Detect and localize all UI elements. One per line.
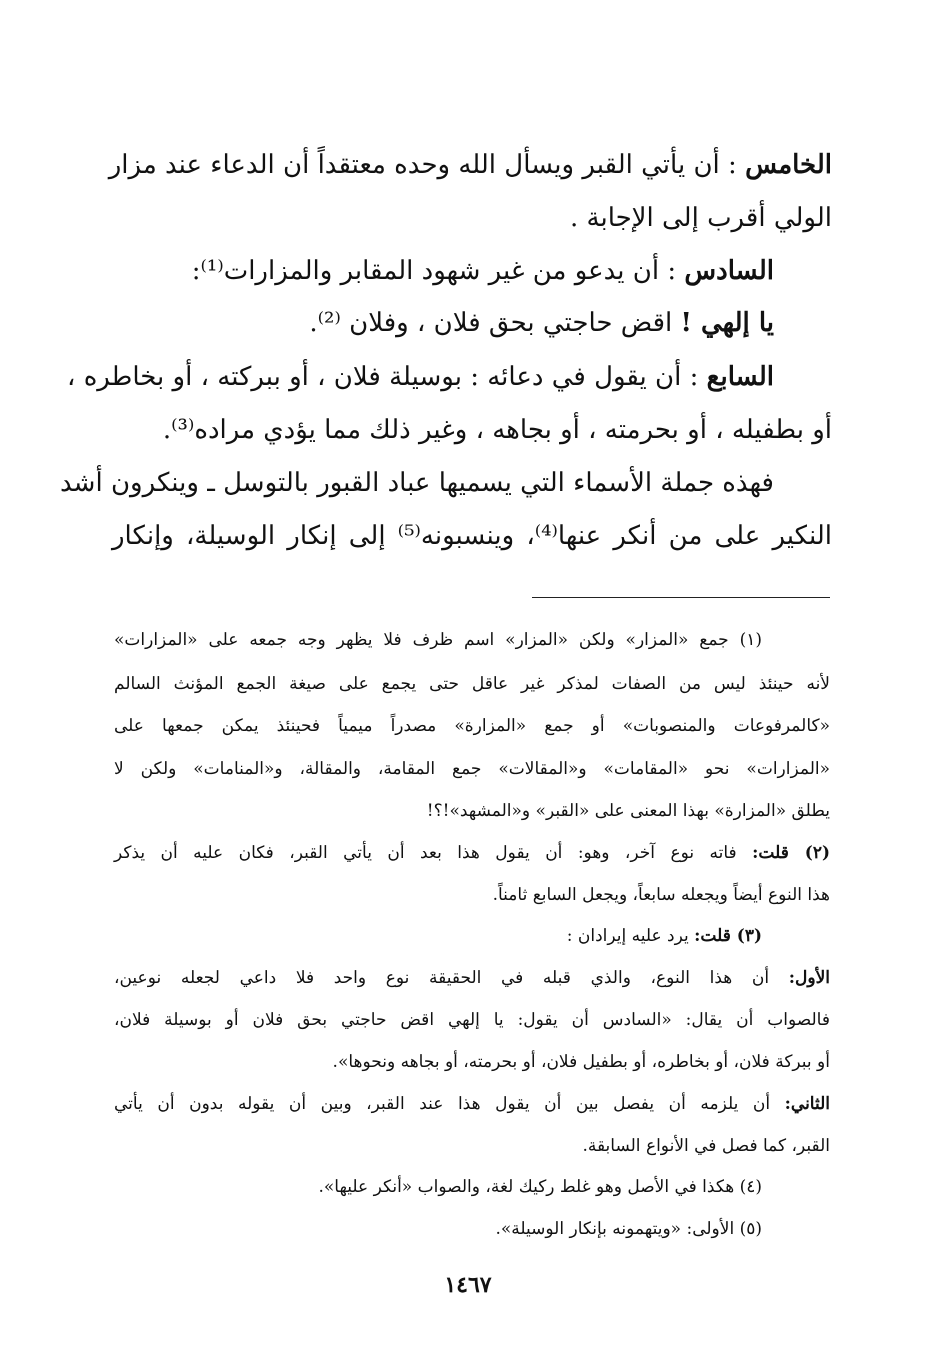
footnote-line-6 [114, 843, 830, 863]
footnote-text: (١) جمع «المزار» ولكن «المزار» اسم ظرف فلا يظهر وجه جمعه على «المزارات» [114, 630, 762, 650]
footnote-line-9 [114, 968, 830, 988]
footnote-line-13 [114, 1136, 830, 1156]
item-heading-seventh: السابع [706, 362, 774, 392]
footnote-lead: (٣) قلت: [694, 926, 762, 946]
footnote-text: يرد عليه إيرادان : [566, 926, 689, 946]
body-line-6 [112, 415, 832, 445]
footnote-line-12 [114, 1094, 830, 1114]
footnote-text: (٤) هكذا في الأصل وهو غلط ركيك لغة، والصواب «أنكر عليها». [318, 1177, 762, 1197]
body-text: أو بطفيله ، أو بحرمته ، أو بجاهه ، وغير ذلك مما يؤدي مراده⁽³⁾. [162, 415, 832, 445]
footnote-line-11 [114, 1052, 830, 1072]
footnote-text: أو ببركة فلان، أو بخاطره، أو بطفيل فلان، أو بحرمته، أو بجاهه ونحوها». [332, 1052, 830, 1072]
body-text: اقض حاجتي بحق فلان ، وفلان ⁽²⁾. [309, 308, 673, 338]
footnote-line-10 [114, 1010, 830, 1030]
footnote-lead: (٢) قلت: [752, 843, 830, 863]
footnote-text: «المزارات» نحو «المقامات» و«المقالات» جمع المقامة، والمقالة، و«المنامات» ولكن لا [114, 759, 830, 779]
body-line-7 [60, 468, 774, 498]
footnote-text: لأنه حينئذ ليس من الصفات لمذكر غير عاقل حتى يجمع على صيغة الجمع المؤنث السالم [114, 674, 830, 694]
body-text: : أن يقول في دعائه : بوسيلة فلان ، أو ببركته ، أو بخاطره ، [67, 362, 699, 392]
footnote-text: هذا النوع أيضاً ويجعله سابعاً، ويجعل السابع ثامناً. [492, 885, 830, 905]
footnote-text: القبر، كما فصل في الأنواع السابقة. [582, 1136, 830, 1156]
footnote-lead: الثاني: [784, 1094, 831, 1114]
footnote-line-7 [114, 885, 830, 905]
footnote-text: «كالمرفوعات والمنصوبات» أو جمع «المزارة» مصدراً ميمياً فحينئذ يمكن جمعها على [114, 716, 830, 736]
body-line-3 [112, 256, 774, 286]
footnote-line-15 [114, 1219, 762, 1239]
body-text: : أن يدعو من غير شهود المقابر والمزارات⁽¹⁾: [191, 256, 677, 286]
body-line-2 [112, 203, 832, 233]
footnote-line-1 [114, 630, 762, 650]
footnote-text: أن يلزمه أن يفصل بين أن يقول هذا عند القبر، وبين أن يقوله بدون أن يأتي [114, 1094, 771, 1114]
footnote-text: (٥) الأولى: «ويتهمونه بإنكار الوسيلة». [495, 1219, 762, 1239]
body-text: : أن يأتي القبر ويسأل الله وحده معتقداً أن الدعاء عند مزار [108, 150, 737, 180]
footnote-line-2 [114, 674, 830, 694]
footnote-text: فاته نوع آخر، وهو: أن يقول هذا بعد أن يأتي القبر، فكان عليه أن يذكر [114, 843, 737, 863]
footnote-lead: الأول: [788, 968, 830, 988]
footnote-line-3 [114, 716, 830, 736]
footnote-text: فالصواب أن يقال: «السادس أن يقول: يا إلهي اقض حاجتي بحق فلان أو بوسيلة فلان، [114, 1010, 830, 1030]
page-number: ١٤٦٧ [444, 1272, 492, 1298]
item-heading-sixth: السادس [684, 256, 774, 286]
body-line-5 [67, 362, 774, 392]
invocation-heading: يا إلهي ! [680, 308, 774, 338]
footnote-separator [532, 597, 830, 598]
footnote-line-4 [114, 759, 830, 779]
footnote-line-8 [114, 926, 762, 946]
footnote-text: أن هذا النوع، والذي قبله في الحقيقة نوع واحد فلا داعي لجعله نوعين، [114, 968, 770, 988]
footnote-line-14 [114, 1177, 762, 1197]
footnote-line-5 [114, 801, 830, 821]
body-text: الولي أقرب إلى الإجابة . [569, 203, 832, 233]
body-text: النكير على من أنكر عنها⁽⁴⁾، وينسبونه⁽⁵⁾ إلى إنكار الوسيلة، وإنكار [112, 521, 832, 551]
item-heading-fifth: الخامس [745, 150, 832, 180]
body-line-4 [112, 308, 774, 338]
footnote-text: يطلق «المزارة» بهذا المعنى على «القبر» و«المشهد»!؟! [426, 801, 830, 821]
body-line-1 [108, 150, 832, 180]
body-text: فهذه جملة الأسماء التي يسميها عباد القبور بالتوسل ـ وينكرون أشد [60, 468, 774, 498]
body-line-8 [112, 521, 832, 551]
